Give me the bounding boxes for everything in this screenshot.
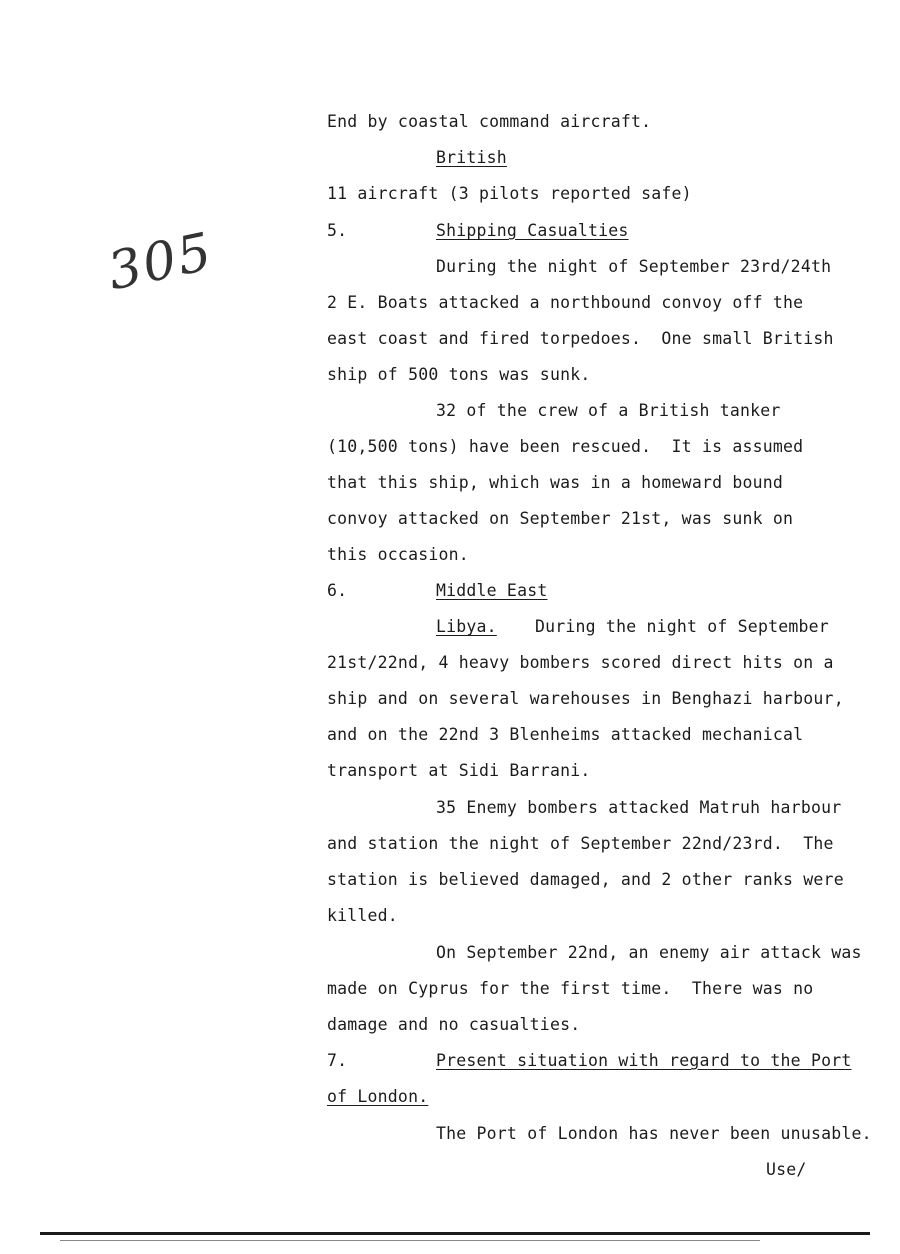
text-line: (10,500 tons) have been rescued. It is assumed bbox=[327, 437, 804, 456]
text-line: transport at Sidi Barrani. bbox=[327, 761, 591, 780]
text-line: During the night of September bbox=[535, 617, 829, 636]
text-line: that this ship, which was in a homeward bound bbox=[327, 473, 784, 492]
text-line: east coast and fired torpedoes. One small British bbox=[327, 329, 834, 348]
text-line: station is believed damaged, and 2 other ranks were bbox=[327, 870, 844, 889]
text-line: The Port of London has never been unusable. bbox=[436, 1124, 872, 1143]
text-line: 35 Enemy bombers attacked Matruh harbour bbox=[436, 798, 842, 817]
text-line: 5. bbox=[327, 221, 348, 240]
text-line: Present situation with regard to the Port bbox=[436, 1051, 852, 1070]
text-line: End by coastal command aircraft. bbox=[327, 112, 652, 131]
text-line: and on the 22nd 3 Blenheims attacked mechanical bbox=[327, 725, 804, 744]
text-line: On September 22nd, an enemy air attack was bbox=[436, 943, 862, 962]
text-line: 32 of the crew of a British tanker bbox=[436, 401, 781, 420]
text-line: this occasion. bbox=[327, 545, 469, 564]
bottom-rule-thin bbox=[60, 1240, 760, 1241]
folio-mark: 305 bbox=[102, 221, 219, 303]
text-line: and station the night of September 22nd/23rd. The bbox=[327, 834, 834, 853]
text-line: 2 E. Boats attacked a northbound convoy off the bbox=[327, 293, 804, 312]
text-line: 11 aircraft (3 pilots reported safe) bbox=[327, 184, 692, 203]
text-line: Use/ bbox=[766, 1160, 807, 1179]
text-line: ship of 500 tons was sunk. bbox=[327, 365, 591, 384]
text-line: Libya. bbox=[436, 617, 497, 636]
text-line: ship and on several warehouses in Benghazi harbour, bbox=[327, 689, 844, 708]
bottom-rule bbox=[40, 1232, 870, 1235]
text-line: During the night of September 23rd/24th bbox=[436, 257, 832, 276]
text-line: 6. bbox=[327, 581, 348, 600]
text-line: damage and no casualties. bbox=[327, 1015, 581, 1034]
text-line: Middle East bbox=[436, 581, 548, 600]
text-line: convoy attacked on September 21st, was sunk on bbox=[327, 509, 794, 528]
text-line: of London. bbox=[327, 1087, 429, 1106]
text-line: Shipping Casualties bbox=[436, 221, 629, 240]
text-line: made on Cyprus for the first time. There was no bbox=[327, 979, 814, 998]
text-line: 7. bbox=[327, 1051, 348, 1070]
text-line: British bbox=[436, 148, 507, 167]
text-line: 21st/22nd, 4 heavy bombers scored direct hits on a bbox=[327, 653, 834, 672]
text-line: killed. bbox=[327, 906, 398, 925]
